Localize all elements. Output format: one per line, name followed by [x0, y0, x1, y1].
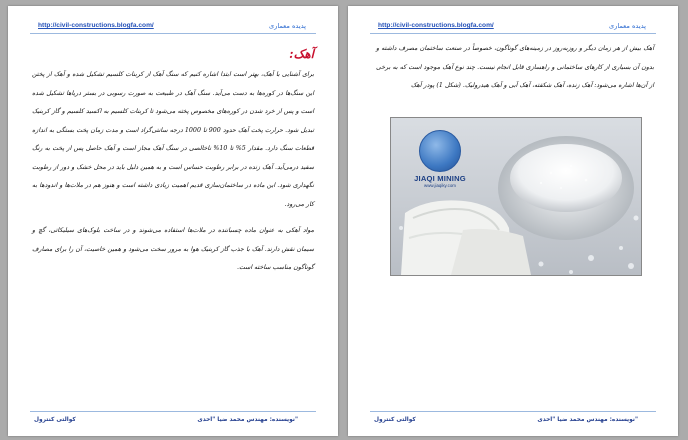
page-body: [32, 46, 314, 286]
globe-icon: [419, 130, 461, 172]
header-topic: پدیده معماری: [608, 22, 646, 30]
footer-author: نویسنده: مهندس محمد ضیا "احدی": [537, 417, 638, 423]
lime-powder-figure: [390, 117, 642, 276]
section-title: آهک:: [289, 47, 314, 61]
paragraph: برای آشنایی با آهک، بهتر است ابتدا اشاره کنیم که سنگ آهک از کربنات کلسیم تشکیل شده و آهک از پختن این سنگ‌ها در کوره‌ها به دست می‌آید. سنگ آهک در طبیعت به صورت رسوبی در بستر دریاها تشکیل شده است و پس از خرد شدن در کوره‌های مخصوص پخته می‌شود تا کربنات کلسیم به اکسید کلسیم و گاز کربنیک تبدیل شود. حرارت پخت آهک حدود 900 تا 1000 درجه سانتی‌گراد است و مدت زمان پخت بستگی به اندازه قطعات سنگ دارد. مقدار 5% تا 10% ناخالصی در سنگ آهک مجاز است و آهک حاصل پس از پخت به رنگ سفید درمی‌آید. آهک زنده در برابر رطوبت حساس است و به همین دلیل باید در محل خشک و دور از رطوبت نگهداری شود. این ماده در ساختمان‌سازی قدیم اهمیت زیادی داشته است و هنوز هم در ملات‌ها و اندودها به کار می‌رود.: [32, 71, 314, 208]
header-url-link[interactable]: http://civil-constructions.blogfa.com/: [378, 22, 494, 29]
footer-course: کوالتی کنترول: [374, 417, 416, 423]
page-body: [376, 40, 654, 104]
paragraph: آهک بیش از هر زمان دیگر و روزبه‌روز در زمینه‌های گوناگون، خصوصاً در صنعت ساختمان مصرف داشته و بدون آن بسیاری از کارهای ساختمانی و راهسازی قابل انجام نیست. چند نوع آهک موجود است که به برخی از آن‌ها اشاره می‌شود: آهک زنده، آهک شکفته، آهک آبی و آهک هیدرولیک. (شکل 1) پودر آهک: [376, 45, 654, 89]
page-header: [30, 21, 316, 34]
page-header: [370, 21, 656, 34]
paragraph: مواد آهکی به عنوان ماده چسباننده در ملات‌ها استفاده می‌شوند و در ساخت بلوک‌های سیلیکاتی، گچ و سیمان نقش دارند. آهک با جذب گاز کربنیک هوا به مرور سخت می‌شود و همین خاصیت، آن را برای مصارف گوناگون مناسب ساخته است.: [32, 227, 314, 271]
document-page-right: [348, 6, 678, 436]
footer-course: کوالتی کنترول: [34, 417, 76, 423]
company-logo: [405, 130, 475, 188]
page-footer: [370, 411, 656, 426]
header-topic: پدیده معماری: [268, 22, 306, 30]
document-page-left: [8, 6, 338, 436]
footer-author: نویسنده: مهندس محمد ضیا "احدی": [197, 417, 298, 423]
page-footer: [30, 411, 316, 426]
header-url-link[interactable]: http://civil-constructions.blogfa.com/: [38, 22, 154, 29]
logo-text: JIAQI MINING: [414, 174, 466, 183]
logo-site: www.jiaqiky.com: [424, 183, 456, 188]
